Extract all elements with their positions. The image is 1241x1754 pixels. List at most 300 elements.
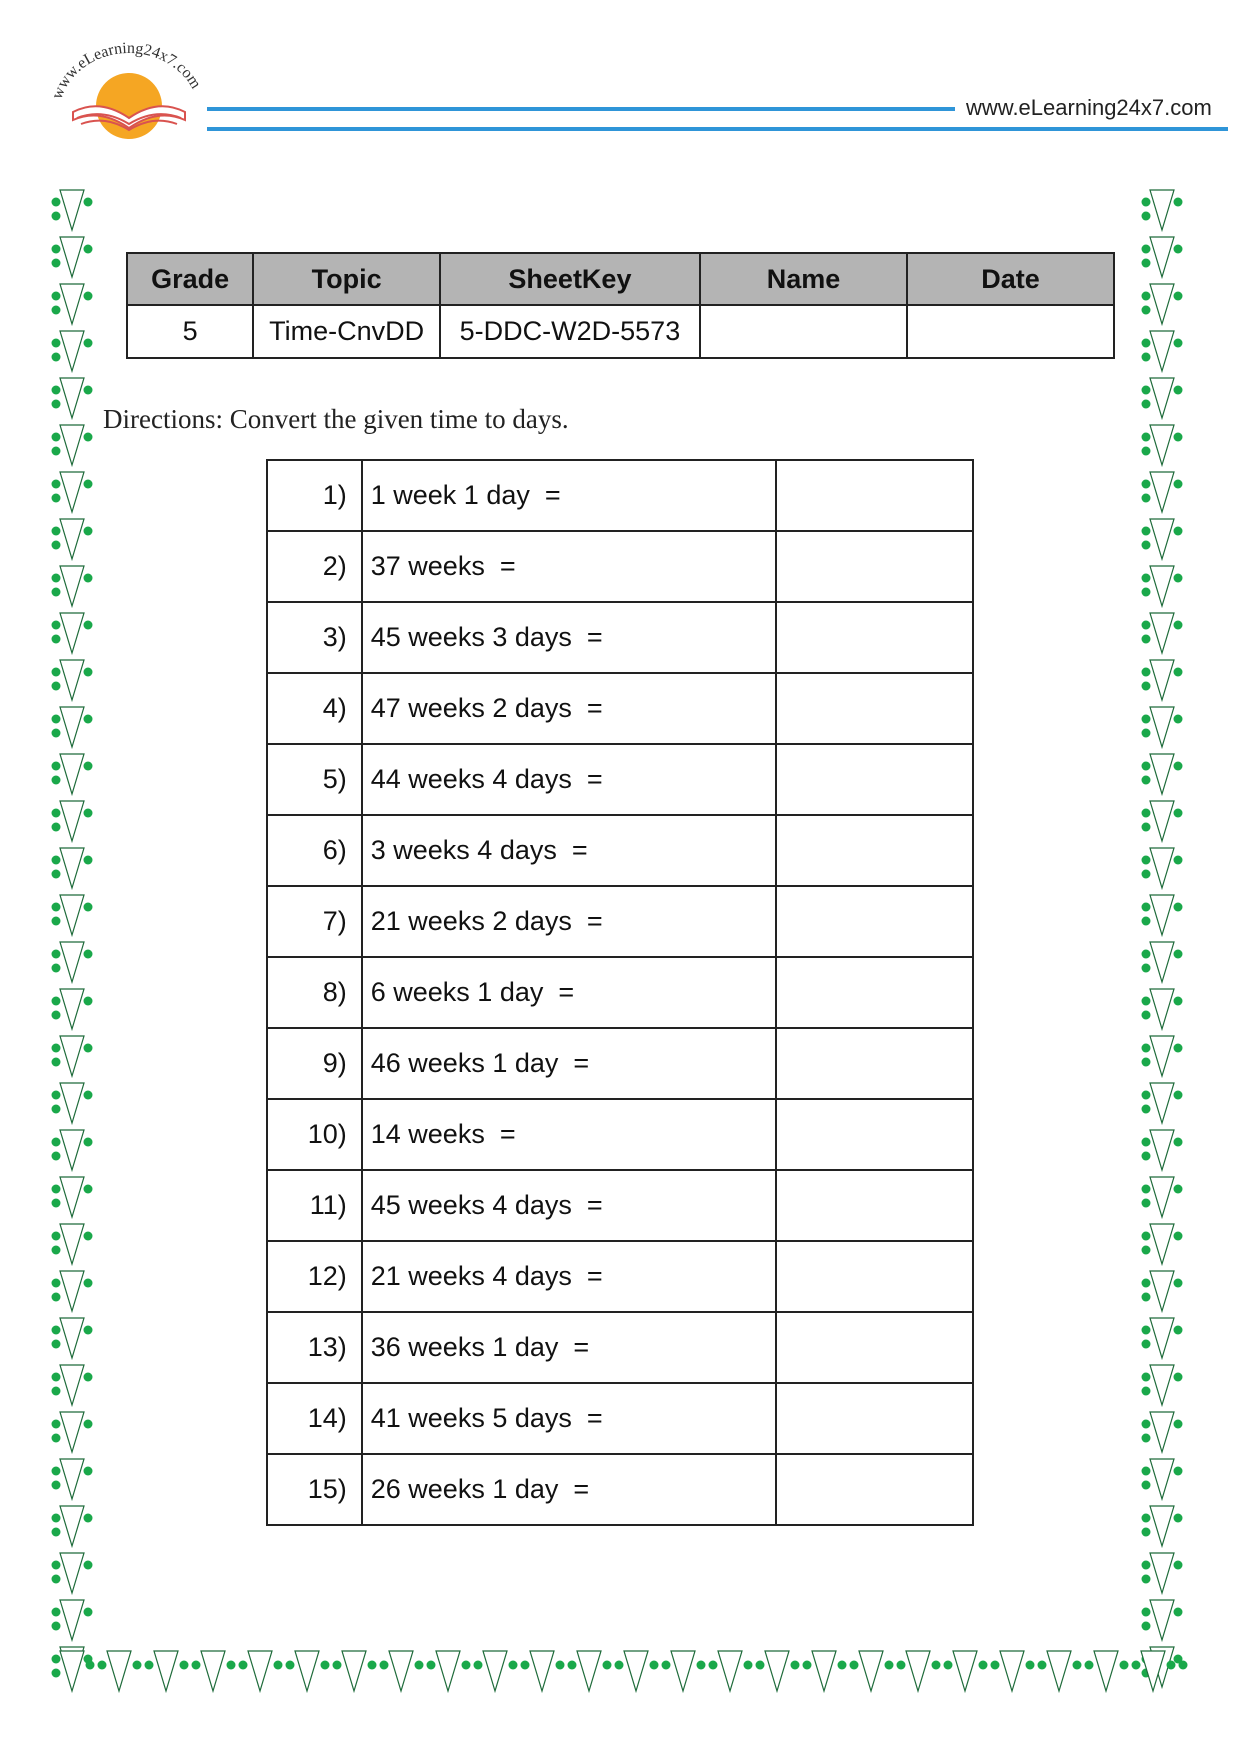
border-dot	[52, 1373, 61, 1382]
border-triangle	[60, 284, 84, 324]
border-dot	[521, 1661, 530, 1670]
border-dot	[84, 715, 93, 724]
question-row	[267, 531, 973, 602]
border-dot	[1142, 1138, 1151, 1147]
question-row	[267, 957, 973, 1028]
border-dot	[1174, 1232, 1183, 1241]
border-triangle	[718, 1651, 742, 1691]
border-dot	[1142, 400, 1151, 409]
border-triangle	[1150, 284, 1174, 324]
question-number: 8)	[267, 957, 362, 1028]
border-dot	[52, 621, 61, 630]
border-dot	[52, 1011, 61, 1020]
border-dot	[286, 1661, 295, 1670]
border-dot	[1174, 1467, 1183, 1476]
border-triangle	[859, 1651, 883, 1691]
border-dot	[52, 964, 61, 973]
border-dot	[84, 903, 93, 912]
border-dot	[1167, 1661, 1176, 1670]
question-text: 41 weeks 5 days =	[362, 1383, 776, 1454]
border-dot	[52, 1105, 61, 1114]
border-dot	[1174, 856, 1183, 865]
border-dot	[1142, 997, 1151, 1006]
border-dot	[52, 588, 61, 597]
border-triangle	[201, 1651, 225, 1691]
border-dot	[1142, 386, 1151, 395]
border-triangle	[624, 1651, 648, 1691]
questions-table	[266, 459, 974, 1526]
border-dot	[1142, 1387, 1151, 1396]
question-text: 1 week 1 day =	[362, 460, 776, 531]
border-triangle	[1150, 989, 1174, 1029]
topic-value: Time-CnvDD	[253, 305, 440, 358]
border-dot	[838, 1661, 847, 1670]
question-text: 21 weeks 2 days =	[362, 886, 776, 957]
border-dot	[1142, 574, 1151, 583]
border-dot	[1142, 823, 1151, 832]
answer-field[interactable]	[776, 602, 973, 673]
border-triangle	[107, 1651, 131, 1691]
border-dot	[84, 997, 93, 1006]
border-triangle	[1150, 1271, 1174, 1311]
border-dot	[52, 823, 61, 832]
border-dot	[1142, 1199, 1151, 1208]
border-triangle	[60, 1365, 84, 1405]
border-dot	[86, 1661, 95, 1670]
border-dot	[603, 1661, 612, 1670]
question-text: 36 weeks 1 day =	[362, 1312, 776, 1383]
directions-text: Directions: Convert the given time to days.	[103, 404, 569, 434]
border-triangle	[1150, 190, 1174, 230]
question-text: 45 weeks 3 days =	[362, 602, 776, 673]
border-dot	[744, 1661, 753, 1670]
border-dot	[1142, 292, 1151, 301]
question-row	[267, 1241, 973, 1312]
border-dot	[52, 1528, 61, 1537]
sheetkey-value: 5-DDC-W2D-5573	[440, 305, 700, 358]
border-dot	[1142, 339, 1151, 348]
border-dot	[52, 245, 61, 254]
border-dot	[1142, 433, 1151, 442]
border-triangle	[1150, 1412, 1174, 1452]
border-dot	[52, 1279, 61, 1288]
answer-field[interactable]	[776, 1454, 973, 1525]
answer-field[interactable]	[776, 460, 973, 531]
border-dot	[321, 1661, 330, 1670]
border-dot	[1142, 1246, 1151, 1255]
question-number: 7)	[267, 886, 362, 957]
border-dot	[1174, 997, 1183, 1006]
border-dot	[1142, 856, 1151, 865]
border-dot	[52, 1622, 61, 1631]
question-number: 1)	[267, 460, 362, 531]
question-number: 15)	[267, 1454, 362, 1525]
border-dot	[427, 1661, 436, 1670]
name-header: Name	[700, 253, 907, 305]
border-dot	[1174, 1138, 1183, 1147]
border-triangle	[1150, 1600, 1174, 1640]
border-triangle	[60, 1036, 84, 1076]
border-dot	[52, 1481, 61, 1490]
border-dot	[1174, 480, 1183, 489]
border-triangle	[1150, 754, 1174, 794]
answer-field[interactable]	[776, 531, 973, 602]
border-dot	[1142, 1340, 1151, 1349]
border-dot	[1142, 1232, 1151, 1241]
border-dot	[52, 1232, 61, 1241]
border-dot	[1142, 1481, 1151, 1490]
topic-header: Topic	[253, 253, 440, 305]
question-row	[267, 673, 973, 744]
border-dot	[52, 1434, 61, 1443]
border-dot	[932, 1661, 941, 1670]
border-dot	[1174, 621, 1183, 630]
question-row	[267, 460, 973, 531]
border-dot	[84, 574, 93, 583]
border-dot	[1142, 621, 1151, 630]
border-triangle	[483, 1651, 507, 1691]
answer-field[interactable]	[776, 1099, 973, 1170]
border-triangle	[60, 1412, 84, 1452]
border-triangle	[60, 754, 84, 794]
border-dot	[1142, 1293, 1151, 1302]
border-dot	[52, 856, 61, 865]
border-triangle	[1150, 1365, 1174, 1405]
border-dot	[1142, 1373, 1151, 1382]
border-triangle	[812, 1651, 836, 1691]
info-table-header-row	[127, 253, 1114, 305]
border-dot	[84, 527, 93, 536]
border-dot	[84, 1326, 93, 1335]
border-dot	[1174, 903, 1183, 912]
border-triangle	[60, 1318, 84, 1358]
question-row	[267, 1312, 973, 1383]
border-dot	[1026, 1661, 1035, 1670]
border-dot	[1174, 292, 1183, 301]
border-dot	[803, 1661, 812, 1670]
border-triangle	[60, 566, 84, 606]
border-dot	[1142, 1528, 1151, 1537]
border-dot	[52, 386, 61, 395]
border-triangle	[1150, 707, 1174, 747]
border-dot	[84, 480, 93, 489]
border-dot	[52, 527, 61, 536]
border-dot	[1174, 198, 1183, 207]
border-triangle	[1150, 1459, 1174, 1499]
question-number: 11)	[267, 1170, 362, 1241]
border-triangle	[906, 1651, 930, 1691]
border-dot	[1174, 1420, 1183, 1429]
border-dot	[52, 1387, 61, 1396]
answer-field[interactable]	[776, 744, 973, 815]
border-dot	[52, 715, 61, 724]
border-dot	[1073, 1661, 1082, 1670]
border-dot	[52, 950, 61, 959]
border-dot	[1142, 1608, 1151, 1617]
border-dot	[84, 1608, 93, 1617]
border-dot	[1174, 809, 1183, 818]
border-dot	[52, 1152, 61, 1161]
border-dot	[52, 762, 61, 771]
border-dot	[1142, 212, 1151, 221]
border-triangle	[60, 331, 84, 371]
border-dot	[52, 1467, 61, 1476]
border-dot	[1179, 1661, 1188, 1670]
border-dot	[52, 447, 61, 456]
border-triangle	[1150, 1553, 1174, 1593]
border-dot	[52, 541, 61, 550]
border-dot	[84, 198, 93, 207]
border-dot	[52, 400, 61, 409]
answer-field[interactable]	[776, 886, 973, 957]
border-dot	[979, 1661, 988, 1670]
question-number: 10)	[267, 1099, 362, 1170]
border-triangle	[60, 1224, 84, 1264]
border-triangle	[1150, 472, 1174, 512]
border-dot	[1142, 1185, 1151, 1194]
name-field[interactable]	[700, 305, 907, 358]
question-text: 3 weeks 4 days =	[362, 815, 776, 886]
border-dot	[52, 1514, 61, 1523]
border-dot	[52, 917, 61, 926]
border-dot	[1174, 1373, 1183, 1382]
question-text: 6 weeks 1 day =	[362, 957, 776, 1028]
border-dot	[227, 1661, 236, 1670]
border-triangle	[436, 1651, 460, 1691]
border-dot	[1142, 917, 1151, 926]
border-triangle	[1150, 519, 1174, 559]
border-dot	[1174, 433, 1183, 442]
border-dot	[791, 1661, 800, 1670]
border-dot	[52, 635, 61, 644]
border-dot	[615, 1661, 624, 1670]
answer-field[interactable]	[776, 957, 973, 1028]
border-dot	[1142, 527, 1151, 536]
border-dot	[1038, 1661, 1047, 1670]
border-triangle	[1150, 1083, 1174, 1123]
border-dot	[1142, 480, 1151, 489]
answer-field[interactable]	[776, 815, 973, 886]
border-triangle	[60, 425, 84, 465]
border-dot	[84, 1044, 93, 1053]
border-dot	[52, 212, 61, 221]
border-dot	[1142, 776, 1151, 785]
border-triangle	[60, 378, 84, 418]
question-text: 37 weeks =	[362, 531, 776, 602]
border-dot	[52, 574, 61, 583]
border-triangle	[1150, 942, 1174, 982]
question-row	[267, 1383, 973, 1454]
question-text: 26 weeks 1 day =	[362, 1454, 776, 1525]
answer-field[interactable]	[776, 1028, 973, 1099]
border-dot	[52, 997, 61, 1006]
border-dot	[1142, 447, 1151, 456]
border-dot	[1142, 1622, 1151, 1631]
border-dot	[52, 1608, 61, 1617]
border-triangle	[60, 472, 84, 512]
border-dot	[1174, 339, 1183, 348]
border-triangle	[1150, 331, 1174, 371]
border-triangle	[60, 942, 84, 982]
question-number: 3)	[267, 602, 362, 673]
info-table	[126, 252, 1115, 359]
border-dot	[1174, 950, 1183, 959]
border-triangle	[60, 613, 84, 653]
border-dot	[52, 1326, 61, 1335]
border-dot	[1174, 1561, 1183, 1570]
border-triangle	[1047, 1651, 1071, 1691]
border-triangle	[1150, 378, 1174, 418]
border-triangle	[60, 237, 84, 277]
question-row	[267, 886, 973, 957]
border-triangle	[1094, 1651, 1118, 1691]
border-triangle	[60, 1553, 84, 1593]
border-dot	[84, 433, 93, 442]
question-number: 14)	[267, 1383, 362, 1454]
border-dot	[1142, 306, 1151, 315]
border-dot	[52, 870, 61, 879]
border-dot	[1142, 198, 1151, 207]
border-dot	[1142, 635, 1151, 644]
border-dot	[52, 682, 61, 691]
border-dot	[1142, 964, 1151, 973]
border-dot	[1132, 1661, 1141, 1670]
border-dot	[1142, 950, 1151, 959]
border-dot	[368, 1661, 377, 1670]
border-dot	[239, 1661, 248, 1670]
border-dot	[1142, 1152, 1151, 1161]
border-dot	[1174, 1608, 1183, 1617]
border-dot	[52, 903, 61, 912]
border-dot	[84, 1279, 93, 1288]
border-triangle	[60, 190, 84, 230]
border-dot	[52, 1199, 61, 1208]
border-dot	[1174, 1044, 1183, 1053]
border-dot	[98, 1661, 107, 1670]
border-triangle	[60, 848, 84, 888]
border-dot	[1142, 1044, 1151, 1053]
border-dot	[52, 1669, 61, 1678]
border-dot	[52, 1655, 61, 1664]
border-dot	[274, 1661, 283, 1670]
border-triangle	[60, 1271, 84, 1311]
border-dot	[509, 1661, 518, 1670]
question-text: 47 weeks 2 days =	[362, 673, 776, 744]
question-row	[267, 1028, 973, 1099]
border-triangle	[248, 1651, 272, 1691]
border-dot	[52, 809, 61, 818]
border-dot	[52, 668, 61, 677]
border-dot	[1142, 809, 1151, 818]
border-triangle	[1150, 660, 1174, 700]
border-dot	[850, 1661, 859, 1670]
grade-header: Grade	[127, 253, 253, 305]
border-dot	[1142, 1105, 1151, 1114]
border-dot	[1142, 1561, 1151, 1570]
border-dot	[568, 1661, 577, 1670]
question-number: 4)	[267, 673, 362, 744]
border-dot	[180, 1661, 189, 1670]
border-triangle	[154, 1651, 178, 1691]
border-dot	[52, 1420, 61, 1429]
border-triangle	[60, 989, 84, 1029]
border-dot	[944, 1661, 953, 1670]
answer-field[interactable]	[776, 1383, 973, 1454]
border-dot	[84, 762, 93, 771]
border-triangle	[671, 1651, 695, 1691]
border-dot	[1142, 1011, 1151, 1020]
border-triangle	[60, 519, 84, 559]
border-dot	[84, 1232, 93, 1241]
question-text: 45 weeks 4 days =	[362, 1170, 776, 1241]
border-triangle	[1150, 1506, 1174, 1546]
border-dot	[145, 1661, 154, 1670]
border-dot	[84, 856, 93, 865]
border-dot	[84, 668, 93, 677]
border-triangle	[60, 707, 84, 747]
border-dot	[380, 1661, 389, 1670]
answer-field[interactable]	[776, 1170, 973, 1241]
border-triangle	[1150, 1177, 1174, 1217]
border-dot	[52, 1293, 61, 1302]
border-dot	[84, 621, 93, 630]
question-number: 13)	[267, 1312, 362, 1383]
border-dot	[52, 433, 61, 442]
border-dot	[84, 292, 93, 301]
border-triangle	[60, 1600, 84, 1640]
border-dot	[84, 1467, 93, 1476]
question-text: 21 weeks 4 days =	[362, 1241, 776, 1312]
border-dot	[1142, 1420, 1151, 1429]
border-dot	[1142, 762, 1151, 771]
border-dot	[1174, 762, 1183, 771]
border-dot	[52, 339, 61, 348]
answer-field[interactable]	[776, 673, 973, 744]
border-dot	[1174, 715, 1183, 724]
border-dot	[1085, 1661, 1094, 1670]
border-triangle	[1150, 848, 1174, 888]
border-dot	[1142, 668, 1151, 677]
border-dot	[885, 1661, 894, 1670]
border-dot	[52, 1340, 61, 1349]
border-dot	[1174, 527, 1183, 536]
border-dot	[192, 1661, 201, 1670]
border-triangle	[1150, 1036, 1174, 1076]
border-dot	[52, 1138, 61, 1147]
border-dot	[1142, 682, 1151, 691]
border-dot	[1174, 574, 1183, 583]
border-triangle	[1150, 895, 1174, 935]
border-dot	[1174, 245, 1183, 254]
answer-field[interactable]	[776, 1312, 973, 1383]
border-dot	[84, 339, 93, 348]
border-triangle	[1150, 566, 1174, 606]
border-dot	[84, 1561, 93, 1570]
border-triangle	[1150, 1130, 1174, 1170]
question-row	[267, 815, 973, 886]
border-dot	[52, 480, 61, 489]
info-table-value-row	[127, 305, 1114, 358]
border-triangle	[1150, 613, 1174, 653]
border-dot	[84, 245, 93, 254]
border-dot	[133, 1661, 142, 1670]
date-field[interactable]	[907, 305, 1114, 358]
date-header: Date	[907, 253, 1114, 305]
answer-field[interactable]	[776, 1241, 973, 1312]
question-row	[267, 744, 973, 815]
border-dot	[52, 494, 61, 503]
border-dot	[52, 1561, 61, 1570]
